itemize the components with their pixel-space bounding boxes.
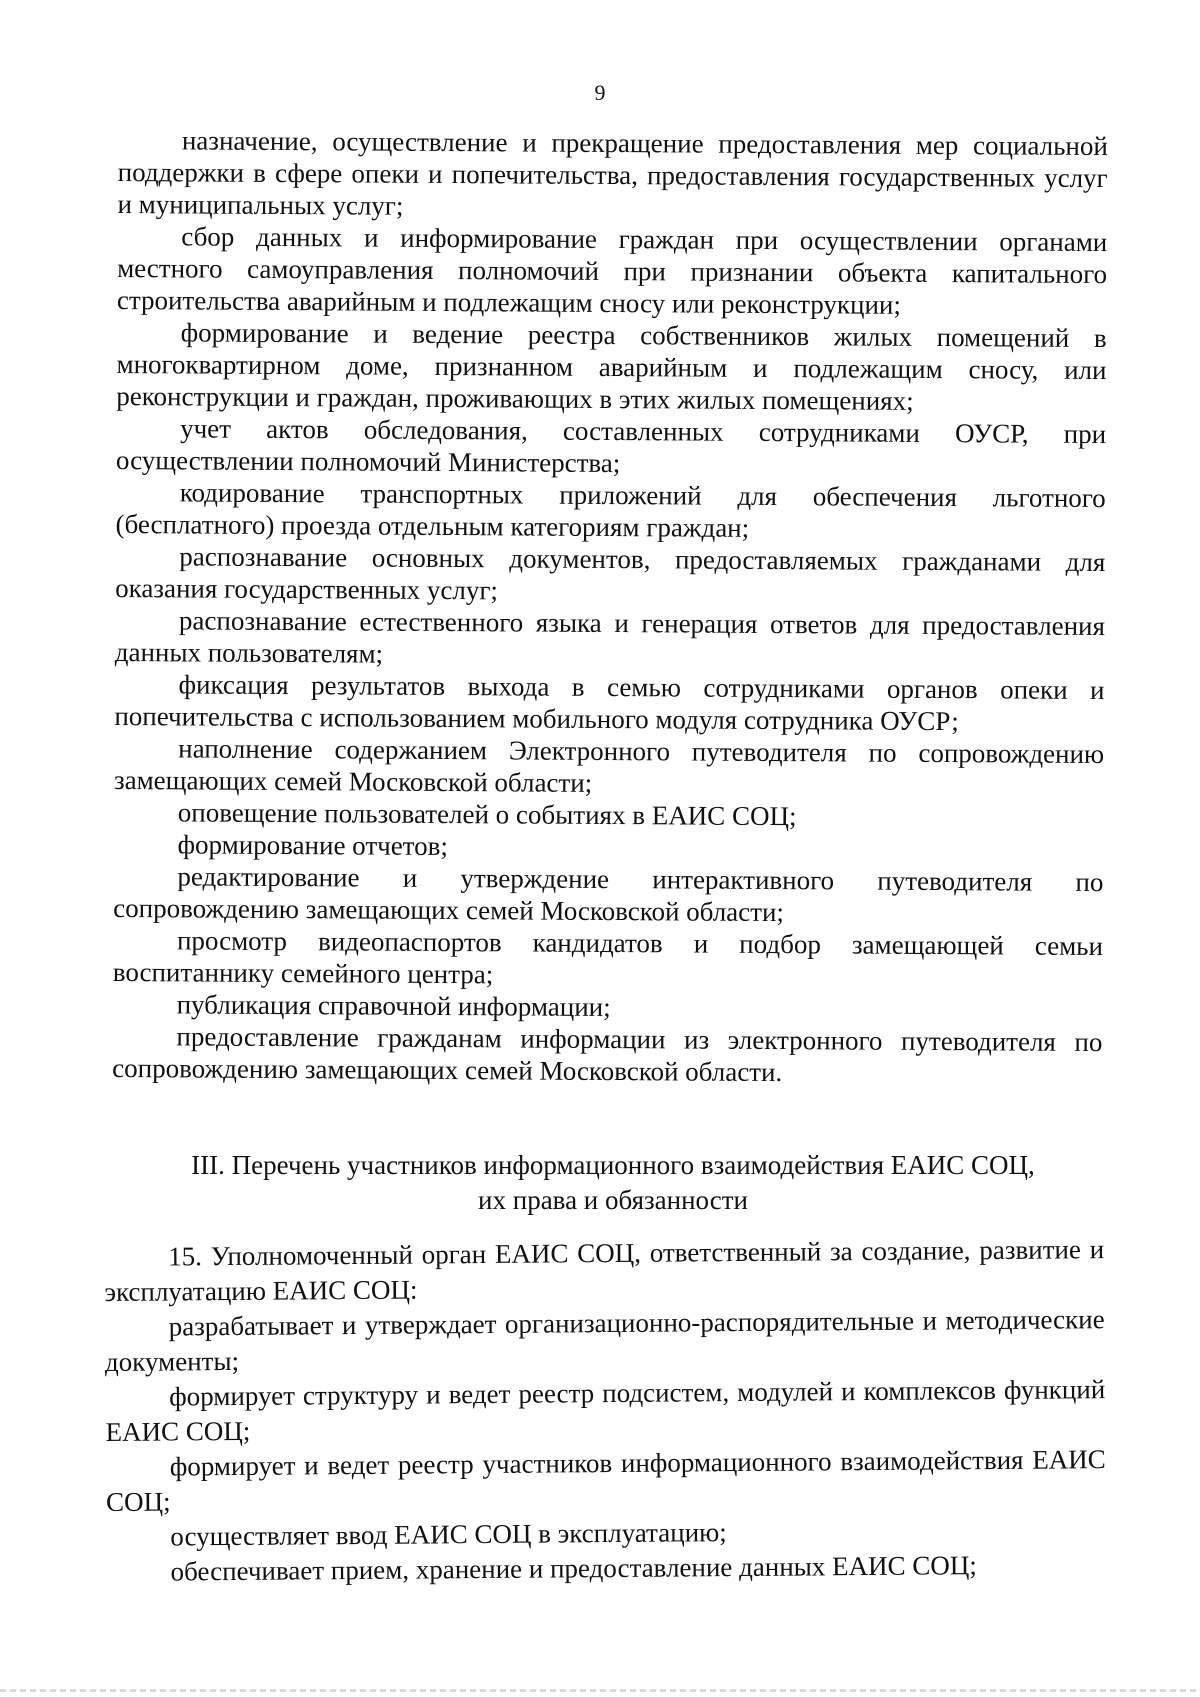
section-heading-line: их права и обязанности — [478, 1185, 748, 1215]
section-body — [104, 1232, 1107, 1590]
paragraph: публикация справочной информации; — [176, 989, 611, 1023]
paragraph: обеспечивает прием, хранение и предоставление данных ЕАИС СОЦ; — [170, 1550, 977, 1587]
paragraph: осуществляет ввод ЕАИС СОЦ в эксплуатацию; — [170, 1517, 727, 1552]
paragraph: формирование отчетов; — [177, 829, 449, 862]
paragraph: редактирование и утверждение интерактивного путеводителя по сопровождению замещающих семей Московской области; — [113, 861, 1104, 928]
paragraph: распознавание естественного языка и генерация ответов для предоставления данных пользователям; — [114, 605, 1106, 669]
paragraph: сбор данных и информирование граждан при осуществлении органами местного самоуправления полномочий при признании объекта капитального строительства аварийным и подлежащим сносу или реконструкции; — [116, 221, 1108, 320]
function-list — [112, 124, 1108, 1090]
paragraph: формирует структуру и ведет реестр подсистем, модулей и комплексов функций ЕАИС СОЦ; — [105, 1374, 1106, 1447]
paragraph: распознавание основных документов, предоставляемых гражданами для оказания государственных услуг; — [115, 541, 1106, 606]
section-heading-line: III. Перечень участников информационного взаимодействия ЕАИС СОЦ, — [191, 1150, 1035, 1180]
paragraph: разрабатывает и утверждает организационно-распорядительные и методические документы; — [104, 1304, 1105, 1377]
paragraph: учет актов обследования, составленных сотрудниками ОУСР, при осуществлении полномочий Министерства; — [115, 413, 1107, 479]
paragraph: оповещение пользователей о событиях в ЕАИС СОЦ; — [177, 797, 797, 832]
page-number: 9 — [594, 80, 606, 105]
paragraph: формирует и ведет реестр участников информационного взаимодействия ЕАИС СОЦ; — [105, 1444, 1106, 1517]
paragraph: кодирование транспортных приложений для обеспечения льготного (бесплатного) проезда отдельным категориям граждан; — [115, 477, 1106, 543]
paragraph: формирование и ведение реестра собственников жилых помещений в многоквартирном доме, признанном аварийным и подлежащим сносу, или реконструкции и граждан, проживающих в этих жилых помещениях; — [116, 317, 1107, 416]
scan-edge-line — [0, 1689, 1200, 1692]
paragraph: назначение, осуществление и прекращение предоставления мер социальной поддержки в сфере опеки и попечительства, предоставления государственных услуг и муниципальных услуг; — [117, 125, 1108, 221]
paragraph: 15. Уполномоченный орган ЕАИС СОЦ, ответственный за создание, развитие и эксплуатацию ЕАИС СОЦ: — [104, 1234, 1105, 1307]
paragraph: фиксация результатов выхода в семью сотрудниками органов опеки и попечительства с использованием мобильного модуля сотрудника ОУСР; — [114, 669, 1105, 737]
paragraph: предоставление гражданам информации из электронного путеводителя по сопровождению замещающих семей Московской области. — [112, 1021, 1103, 1088]
section-heading — [118, 1148, 1108, 1218]
paragraph: просмотр видеопаспортов кандидатов и подбор замещающей семьи воспитаннику семейного центра; — [112, 925, 1104, 990]
paragraph: наполнение содержанием Электронного путеводителя по сопровождению замещающих семей Московской области; — [113, 733, 1105, 798]
